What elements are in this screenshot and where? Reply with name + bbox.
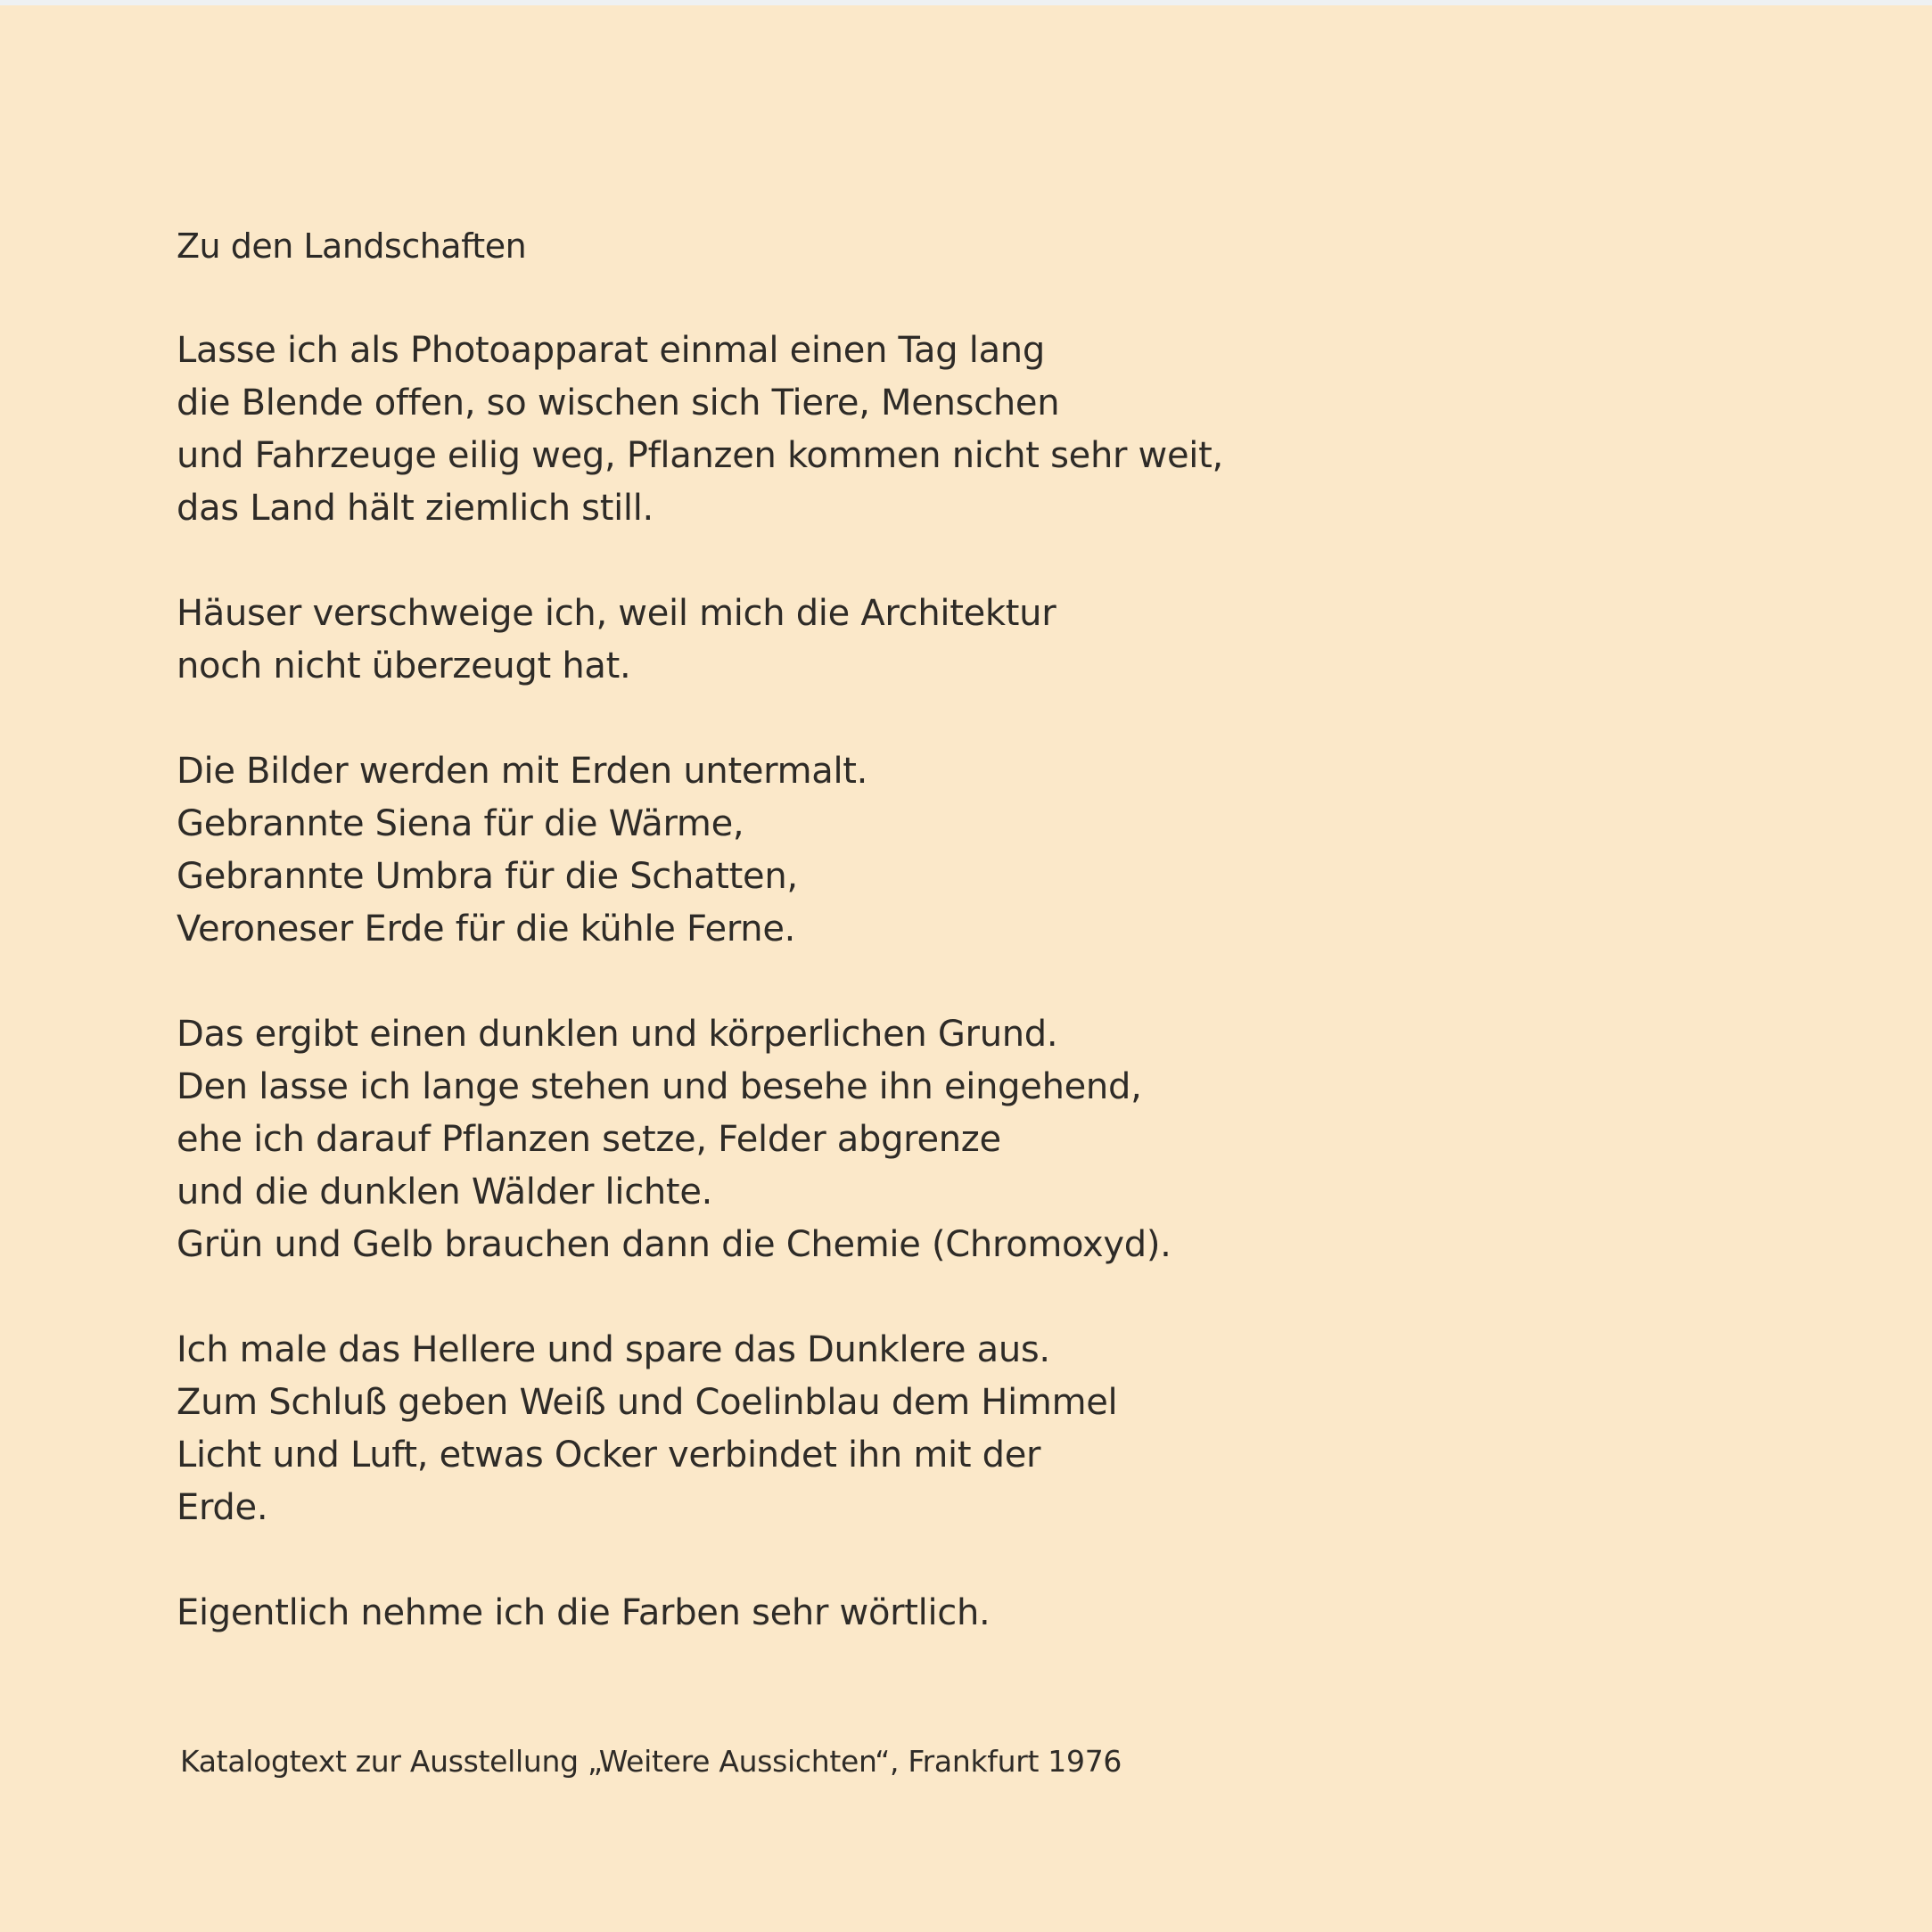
poem-body bbox=[177, 219, 1425, 1692]
poem-line: Gebrannte Siena für die Wärme, bbox=[177, 803, 744, 844]
stanza-4 bbox=[177, 1008, 1425, 1271]
poem-line: das Land hält ziemlich still. bbox=[177, 488, 654, 529]
poem-line: Veroneser Erde für die kühle Ferne. bbox=[177, 908, 796, 950]
poem-line: und Fahrzeuge eilig weg, Pflanzen kommen nicht sehr weit, bbox=[177, 435, 1223, 476]
stanza-1 bbox=[177, 325, 1425, 535]
poem-line: Eigentlich nehme ich die Farben sehr wörtlich. bbox=[177, 1592, 991, 1633]
poem-line: Zum Schluß geben Weiß und Coelinblau dem Himmel bbox=[177, 1382, 1118, 1423]
page-title: Zu den Landschaften bbox=[177, 226, 527, 266]
poem-line: Gebrannte Umbra für die Schatten, bbox=[177, 856, 798, 897]
stanza-5 bbox=[177, 1324, 1425, 1534]
poem-line: die Blende offen, so wischen sich Tiere, Menschen bbox=[177, 382, 1060, 423]
catalog-caption: Katalogtext zur Ausstellung „Weitere Aussichten“, Frankfurt 1976 bbox=[180, 1744, 1122, 1779]
poem-line: Den lasse ich lange stehen und besehe ihn eingehend, bbox=[177, 1066, 1142, 1107]
poem-line: Ich male das Hellere und spare das Dunklere aus. bbox=[177, 1329, 1050, 1370]
poem-line: Licht und Luft, etwas Ocker verbindet ihn mit der bbox=[177, 1435, 1041, 1476]
poem-line: und die dunklen Wälder lichte. bbox=[177, 1172, 713, 1213]
poem-line: Grün und Gelb brauchen dann die Chemie (Chromoxyd). bbox=[177, 1224, 1172, 1265]
poem-line: ehe ich darauf Pflanzen setze, Felder abgrenze bbox=[177, 1119, 1001, 1160]
poem-line: Das ergibt einen dunklen und körperlichen Grund. bbox=[177, 1014, 1058, 1055]
stanza-6 bbox=[177, 1587, 1425, 1640]
poem-line: Lasse ich als Photoapparat einmal einen Tag lang bbox=[177, 330, 1045, 371]
stanza-2 bbox=[177, 588, 1425, 693]
stanza-3 bbox=[177, 745, 1425, 956]
poem-line: Die Bilder werden mit Erden untermalt. bbox=[177, 751, 868, 792]
poem-line: noch nicht überzeugt hat. bbox=[177, 645, 631, 686]
poem-line: Häuser verschweige ich, weil mich die Architektur bbox=[177, 593, 1056, 634]
poem-line: Erde. bbox=[177, 1487, 268, 1528]
